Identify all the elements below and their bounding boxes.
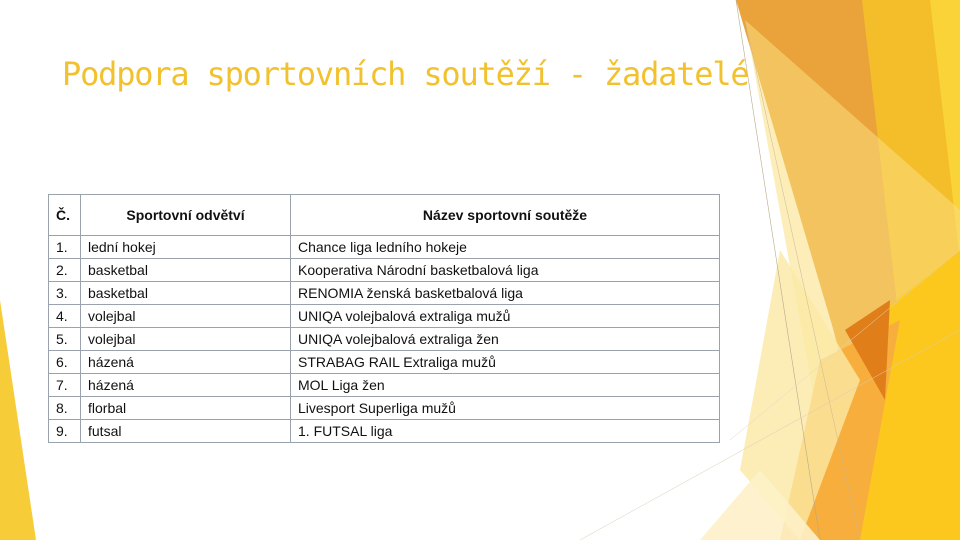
- table-row: [49, 397, 720, 420]
- table-header-row: [49, 195, 720, 236]
- table-row: [49, 420, 720, 443]
- page-title: Podpora sportovních soutěží - žadatelé: [62, 55, 749, 93]
- row-number: 4.: [49, 305, 81, 328]
- row-competition: 1. FUTSAL liga: [291, 420, 720, 443]
- table-row: [49, 259, 720, 282]
- row-sport: házená: [81, 351, 291, 374]
- row-sport: házená: [81, 374, 291, 397]
- row-sport: futsal: [81, 420, 291, 443]
- table-row: [49, 305, 720, 328]
- column-header-number: Č.: [49, 195, 81, 236]
- row-competition: Kooperativa Národní basketbalová liga: [291, 259, 720, 282]
- competition-table-container: [48, 194, 720, 443]
- row-number: 7.: [49, 374, 81, 397]
- table-row: [49, 351, 720, 374]
- row-sport: volejbal: [81, 328, 291, 351]
- column-header-competition: Název sportovní soutěže: [291, 195, 720, 236]
- table-row: [49, 282, 720, 305]
- row-number: 3.: [49, 282, 81, 305]
- row-sport: volejbal: [81, 305, 291, 328]
- competition-table: [48, 194, 720, 443]
- row-number: 9.: [49, 420, 81, 443]
- row-sport: florbal: [81, 397, 291, 420]
- row-competition: MOL Liga žen: [291, 374, 720, 397]
- table-row: [49, 374, 720, 397]
- row-competition: STRABAG RAIL Extraliga mužů: [291, 351, 720, 374]
- table-row: [49, 236, 720, 259]
- row-sport: basketbal: [81, 259, 291, 282]
- row-sport: basketbal: [81, 282, 291, 305]
- row-number: 5.: [49, 328, 81, 351]
- row-number: 8.: [49, 397, 81, 420]
- row-number: 2.: [49, 259, 81, 282]
- row-sport: lední hokej: [81, 236, 291, 259]
- row-number: 6.: [49, 351, 81, 374]
- row-competition: Livesport Superliga mužů: [291, 397, 720, 420]
- row-competition: RENOMIA ženská basketbalová liga: [291, 282, 720, 305]
- row-competition: Chance liga ledního hokeje: [291, 236, 720, 259]
- column-header-sport: Sportovní odvětví: [81, 195, 291, 236]
- table-row: [49, 328, 720, 351]
- row-competition: UNIQA volejbalová extraliga žen: [291, 328, 720, 351]
- row-competition: UNIQA volejbalová extraliga mužů: [291, 305, 720, 328]
- row-number: 1.: [49, 236, 81, 259]
